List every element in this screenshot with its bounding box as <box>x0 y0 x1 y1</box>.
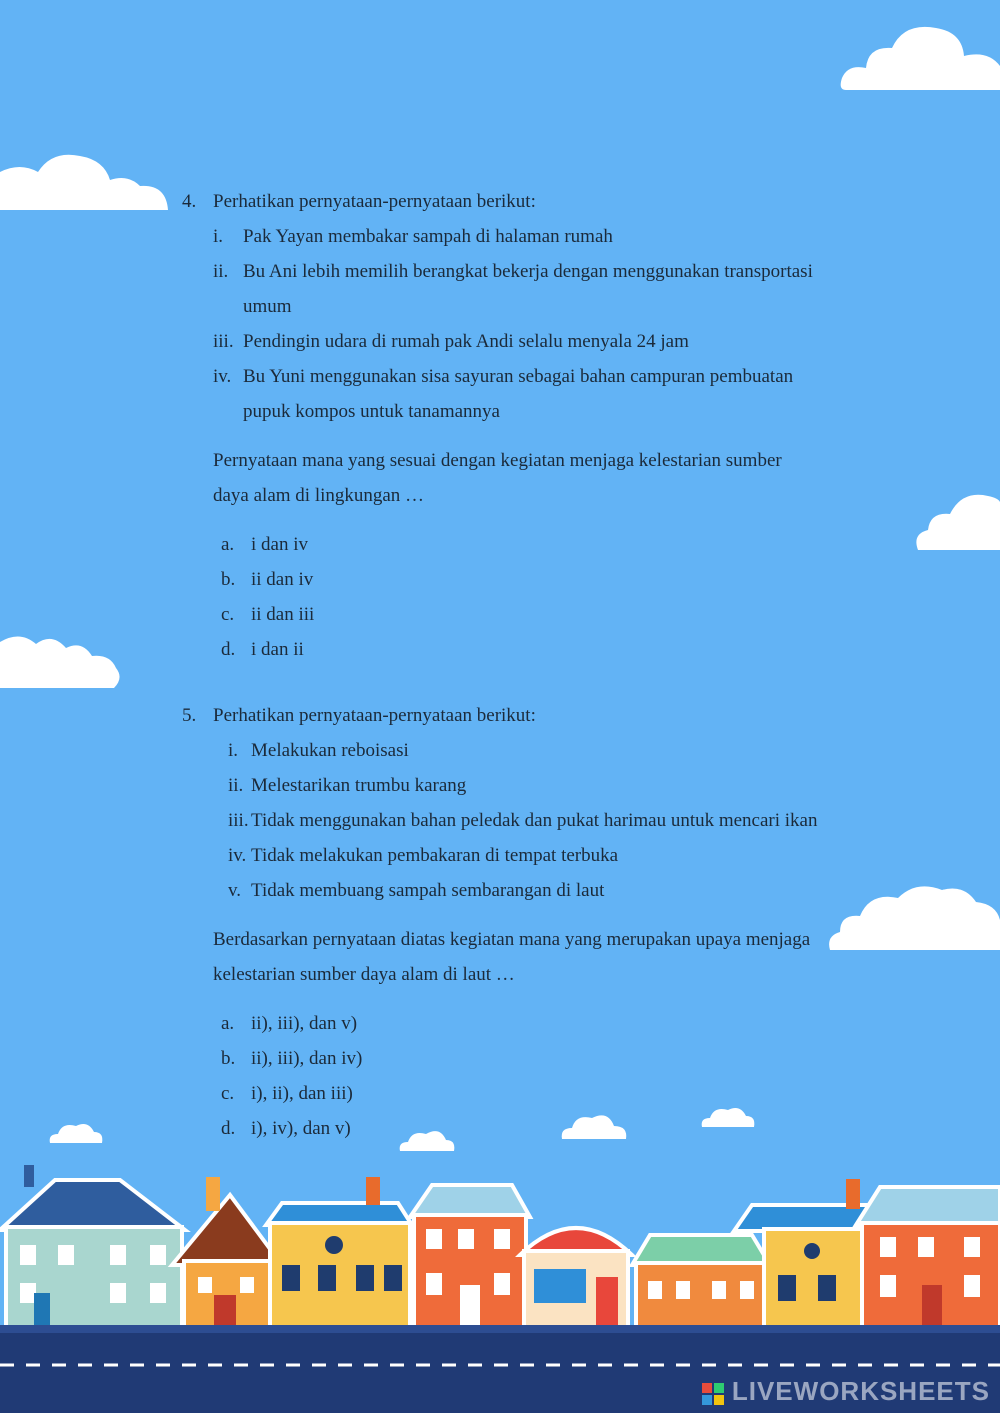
question-5 <box>182 698 882 1146</box>
answer-option-b[interactable]: b. ii), iii), dan iv) <box>221 1048 363 1069</box>
statement-item: ii. Melestarikan trumbu karang <box>228 775 467 796</box>
cloud-top-left <box>0 150 168 212</box>
question-stem: Perhatikan pernyataan-pernyataan berikut: <box>213 705 536 726</box>
statement-item: iii. Pendingin udara di rumah pak Andi selalu menyala 24 jam <box>213 331 689 352</box>
answer-option-c[interactable]: c. i), ii), dan iii) <box>221 1083 353 1104</box>
house-6 <box>632 1235 770 1327</box>
house-1 <box>0 1165 185 1327</box>
cloud-top-right <box>838 18 1000 92</box>
answer-option-a[interactable]: a. i dan iv <box>221 534 308 555</box>
question-stem: Perhatikan pernyataan-pernyataan berikut: <box>213 191 536 212</box>
answer-option-d[interactable]: d. i dan ii <box>221 639 304 660</box>
cloud-mid-left <box>0 628 122 690</box>
question-number: 4. <box>182 191 197 212</box>
statement-item: v. Tidak membuang sampah sembarangan di laut <box>228 880 605 901</box>
shop <box>520 1228 632 1327</box>
watermark: LIVEWORKSHEETS <box>731 1376 990 1406</box>
question-number: 5. <box>182 705 197 726</box>
statement-item: iv. Bu Yuni menggunakan sisa sayuran sebagai bahan campuran pembuatan pupuk kompos untuk tanamannya <box>213 366 794 422</box>
statement-item: iv. Tidak melakukan pembakaran di tempat terbuka <box>228 845 619 866</box>
house-3 <box>266 1177 412 1327</box>
statement-item: i. Pak Yayan membakar sampah di halaman rumah <box>213 226 613 247</box>
answer-option-a[interactable]: a. ii), iii), dan v) <box>221 1013 358 1034</box>
house-8 <box>856 1187 1000 1327</box>
answer-option-d[interactable]: d. i), iv), dan v) <box>221 1118 351 1139</box>
statement-item: ii. Bu Ani lebih memilih berangkat bekerja dengan menggunakan transportasi umum <box>213 261 813 317</box>
cloud-small-1 <box>48 1118 104 1144</box>
statement-item: i. Melakukan reboisasi <box>228 740 409 761</box>
house-2 <box>172 1177 282 1327</box>
question-prompt: Pernyataan mana yang sesuai dengan kegiatan menjaga kelestarian sumber daya alam di lingkungan … <box>213 450 782 506</box>
cloud-mid-right <box>912 490 1000 552</box>
question-4 <box>182 184 882 667</box>
house-4 <box>410 1185 530 1327</box>
answer-option-c[interactable]: c. ii dan iii <box>221 604 315 625</box>
question-prompt: Berdasarkan pernyataan diatas kegiatan mana yang merupakan upaya menjaga kelestarian sumber daya alam di laut … <box>213 929 811 985</box>
liveworksheets-logo-icon <box>702 1383 724 1405</box>
statement-item: iii. Tidak menggunakan bahan peledak dan pukat harimau untuk mencari ikan <box>228 810 818 831</box>
answer-option-b[interactable]: b. ii dan iv <box>221 569 314 590</box>
